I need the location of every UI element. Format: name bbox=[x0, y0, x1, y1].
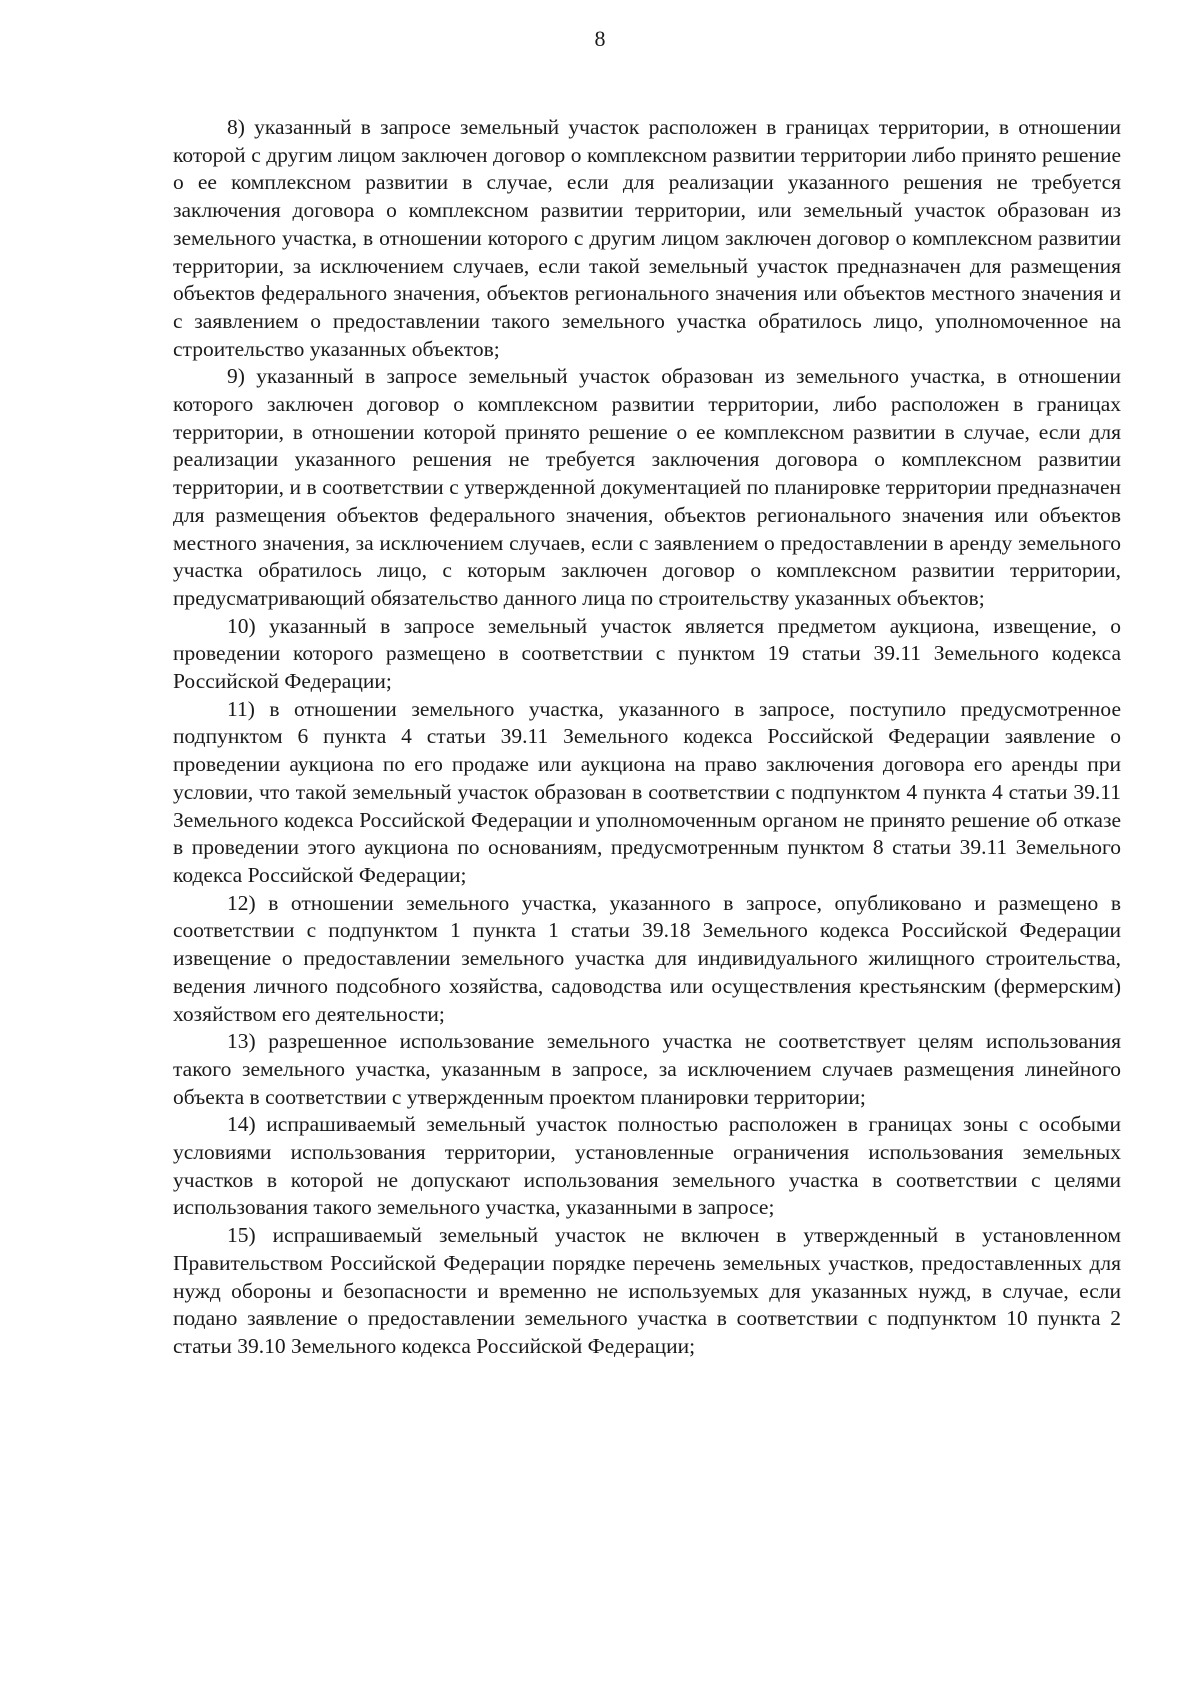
paragraph-item-8: 8) указанный в запросе земельный участок расположен в границах территории, в отношении которой с другим лицом заключен договор о комплексном развитии территории либо принято решение о ее комплексном развитии в случае, если для реализации указанного решения не требуется заключения договора о комплексном развитии территории, или земельный участок образован из земельного участка, в отношении которого с другим лицом заключен договор о комплексном развитии территории, за исключением случаев, если такой земельный участок предназначен для размещения объектов федерального значения, объектов регионального значения или объектов местного значения и с заявлением о предоставлении такого земельного участка обратилось лицо, уполномоченное на строительство указанных объектов; bbox=[173, 115, 1121, 361]
paragraph-item-15: 15) испрашиваемый земельный участок не включен в утвержденный в установленном Правительством Российской Федерации порядке перечень земельных участков, предоставленных для нужд обороны и безопасности и временно не используемых для указанных нужд, в случае, если подано заявление о предоставлении земельного участка в соответствии с подпунктом 10 пункта 2 статьи 39.10 Земельного кодекса Российской Федерации; bbox=[173, 1223, 1121, 1358]
paragraph-item-14: 14) испрашиваемый земельный участок полностью расположен в границах зоны с особыми условиями использования территории, установленные ограничения использования земельных участков в которой не допускают использования земельного участка в соответствии с целями использования такого земельного участка, указанными в запросе; bbox=[173, 1112, 1121, 1220]
paragraph-item-13: 13) разрешенное использование земельного участка не соответствует целям использования такого земельного участка, указанным в запросе, за исключением случаев размещения линейного объекта в соответствии с утвержденным проектом планировки территории; bbox=[173, 1029, 1121, 1109]
paragraph-item-10: 10) указанный в запросе земельный участок является предметом аукциона, извещение, о проведении которого размещено в соответствии с пунктом 19 статьи 39.11 Земельного кодекса Российской Федерации; bbox=[173, 613, 1121, 694]
page-number: 8 bbox=[594, 26, 606, 51]
document-body bbox=[173, 114, 1121, 1361]
paragraph-item-11: 11) в отношении земельного участка, указанного в запросе, поступило предусмотренное подпунктом 6 пункта 4 статьи 39.11 Земельного кодекса Российской Федерации заявление о проведении аукциона по его продаже или аукциона на право заключения договора его аренды при условии, что такой земельный участок образован в соответствии с подпунктом 4 пункта 4 статьи 39.11 Земельного кодекса Российской Федерации и уполномоченным органом не принято решение об отказе в проведении этого аукциона по основаниям, предусмотренным пунктом 8 статьи 39.11 Земельного кодекса Российской Федерации; bbox=[173, 696, 1121, 887]
paragraph-item-12: 12) в отношении земельного участка, указанного в запросе, опубликовано и размещено в соответствии с подпунктом 1 пункта 1 статьи 39.18 Земельного кодекса Российской Федерации извещение о предоставлении земельного участка для индивидуального жилищного строительства, ведения личного подсобного хозяйства, садоводства или осуществления крестьянским (фермерским) хозяйством его деятельности; bbox=[173, 890, 1121, 1026]
paragraph-item-9: 9) указанный в запросе земельный участок образован из земельного участка, в отношении которого заключен договор о комплексном развитии территории, либо расположен в границах территории, в отношении которой принято решение о ее комплексном развитии в случае, если для реализации указанного решения не требуется заключения договора о комплексном развитии территории, и в соответствии с утвержденной документацией по планировке территории предназначен для размещения объектов федерального значения, объектов регионального значения или объектов местного значения, за исключением случаев, если с заявлением о предоставлении в аренду земельного участка обратилось лицо, с которым заключен договор о комплексном развитии территории, предусматривающий обязательство данного лица по строительству указанных объектов; bbox=[173, 364, 1121, 610]
